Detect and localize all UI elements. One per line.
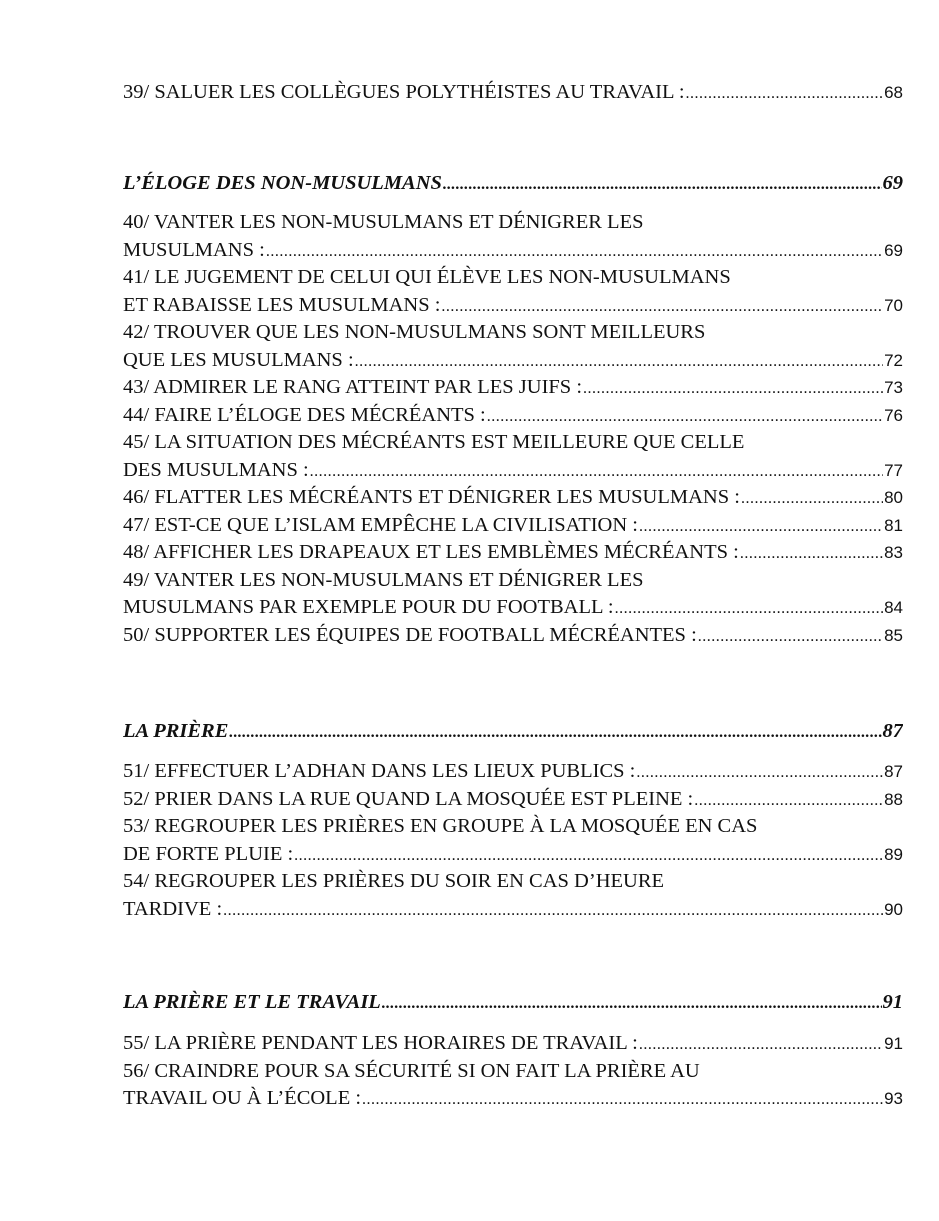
entry-label: ET RABAISSE LES MUSULMANS : (123, 293, 441, 316)
page-number: 70 (884, 295, 903, 315)
dot-leader (698, 623, 883, 650)
entry-label: MUSULMANS : (123, 238, 265, 261)
dot-leader (694, 787, 883, 814)
page-number: 84 (884, 598, 903, 617)
dot-leader (229, 718, 881, 746)
page-number: 73 (884, 378, 903, 397)
toc-line (123, 457, 903, 485)
toc-line (123, 484, 903, 512)
toc-line (123, 622, 903, 650)
dot-leader (441, 293, 883, 320)
toc-line (123, 841, 903, 869)
entry-label: 39/ SALUER LES COLLÈGUES POLYTHÉISTES AU TRAVAIL : (123, 81, 685, 103)
entry-label: 48/ AFFICHER LES DRAPEAUX ET LES EMBLÈMES MÉCRÉANTS : (123, 541, 739, 563)
dot-leader (740, 540, 883, 567)
section-page-number: 91 (882, 991, 903, 1013)
entry-label: MUSULMANS PAR EXEMPLE POUR DU FOOTBALL : (123, 596, 614, 618)
page-number: 90 (884, 899, 903, 919)
entry-label: 43/ ADMIRER LE RANG ATTEINT PAR LES JUIFS : (123, 376, 583, 398)
toc-line (123, 786, 903, 814)
toc-section (123, 716, 903, 746)
entry-first-line: 54/ REGROUPER LES PRIÈRES DU SOIR EN CAS D’HEURE (123, 870, 665, 892)
toc-line (123, 402, 903, 430)
section-title: LA PRIÈRE ET LE TRAVAIL (123, 991, 381, 1013)
page-number: 80 (884, 488, 903, 507)
dot-leader (487, 403, 883, 430)
entry-label: 52/ PRIER DANS LA RUE QUAND LA MOSQUÉE EST PLEINE : (123, 787, 694, 810)
entry-first-line: 42/ TROUVER QUE LES NON-MUSULMANS SONT MEILLEURS (123, 321, 706, 343)
page-number: 91 (884, 1034, 903, 1053)
toc-line (123, 79, 903, 107)
entry-first-line: 41/ LE JUGEMENT DE CELUI QUI ÉLÈVE LES NON-MUSULMANS (123, 266, 731, 288)
toc-entry (123, 79, 903, 107)
dot-leader (639, 513, 883, 540)
page-number: 68 (884, 83, 903, 102)
dot-leader (266, 238, 883, 265)
entry-label: 55/ LA PRIÈRE PENDANT LES HORAIRES DE TRAVAIL : (123, 1032, 638, 1054)
dot-leader (443, 170, 882, 198)
page-number: 83 (884, 543, 903, 562)
entry-label: TRAVAIL OU À L’ÉCOLE : (123, 1087, 362, 1109)
toc-line (123, 512, 903, 540)
entry-first-line: 49/ VANTER LES NON-MUSULMANS ET DÉNIGRER LES (123, 568, 644, 591)
entry-label: 44/ FAIRE L’ÉLOGE DES MÉCRÉANTS : (123, 403, 486, 426)
toc-line (123, 1085, 903, 1113)
section-heading (123, 716, 903, 746)
section-entries (123, 758, 903, 923)
dot-leader (355, 348, 883, 375)
toc-line (123, 237, 903, 265)
toc-line (123, 896, 903, 924)
dot-leader (741, 485, 883, 512)
toc-line (123, 374, 903, 402)
section-title: LA PRIÈRE (123, 720, 229, 742)
toc-line (123, 347, 903, 375)
page-number: 72 (884, 350, 903, 370)
page-number: 85 (884, 625, 903, 645)
toc-line (123, 539, 903, 567)
page-number: 81 (884, 515, 903, 535)
entry-label: QUE LES MUSULMANS : (123, 348, 354, 371)
page-number: 89 (884, 844, 903, 864)
page-number: 77 (884, 460, 903, 480)
entry-first-line: 56/ CRAINDRE POUR SA SÉCURITÉ SI ON FAIT LA PRIÈRE AU (123, 1059, 700, 1082)
dot-leader (636, 759, 883, 786)
toc-line (123, 758, 903, 786)
dot-leader (382, 989, 882, 1017)
dot-leader (639, 1031, 883, 1058)
section-entries (123, 209, 903, 649)
entry-label: TARDIVE : (123, 897, 223, 920)
toc-line (123, 292, 903, 320)
entry-first-line: 45/ LA SITUATION DES MÉCRÉANTS EST MEILLEURE QUE CELLE (123, 431, 745, 453)
toc-section (123, 168, 903, 198)
dot-leader (583, 375, 883, 402)
toc-line (123, 594, 903, 622)
toc-section (123, 987, 903, 1017)
entry-first-line: 53/ REGROUPER LES PRIÈRES EN GROUPE À LA MOSQUÉE EN CAS (123, 815, 758, 837)
entry-label: DE FORTE PLUIE : (123, 842, 294, 865)
dot-leader (362, 1086, 883, 1113)
dot-leader (223, 897, 883, 924)
section-heading (123, 168, 903, 198)
dot-leader (310, 458, 883, 485)
page-number: 87 (884, 762, 903, 781)
section-title: L’ÉLOGE DES NON-MUSULMANS (123, 172, 442, 194)
entry-label: 50/ SUPPORTER LES ÉQUIPES DE FOOTBALL MÉCRÉANTES : (123, 623, 697, 646)
page-number: 69 (884, 240, 903, 260)
section-page-number: 69 (882, 172, 903, 194)
entry-first-line: 40/ VANTER LES NON-MUSULMANS ET DÉNIGRER LES (123, 211, 644, 233)
section-entries (123, 1030, 903, 1113)
section-heading (123, 987, 903, 1017)
page-number: 88 (884, 789, 903, 809)
dot-leader (686, 80, 884, 107)
dot-leader (294, 842, 883, 869)
entry-label: 47/ EST-CE QUE L’ISLAM EMPÊCHE LA CIVILISATION : (123, 513, 638, 536)
page-number: 93 (884, 1089, 903, 1108)
dot-leader (615, 595, 884, 622)
entry-label: DES MUSULMANS : (123, 458, 309, 481)
section-page-number: 87 (882, 720, 903, 742)
toc-line (123, 1030, 903, 1058)
page-number: 76 (884, 405, 903, 425)
entry-label: 51/ EFFECTUER L’ADHAN DANS LES LIEUX PUBLICS : (123, 760, 636, 782)
entry-label: 46/ FLATTER LES MÉCRÉANTS ET DÉNIGRER LES MUSULMANS : (123, 486, 740, 508)
